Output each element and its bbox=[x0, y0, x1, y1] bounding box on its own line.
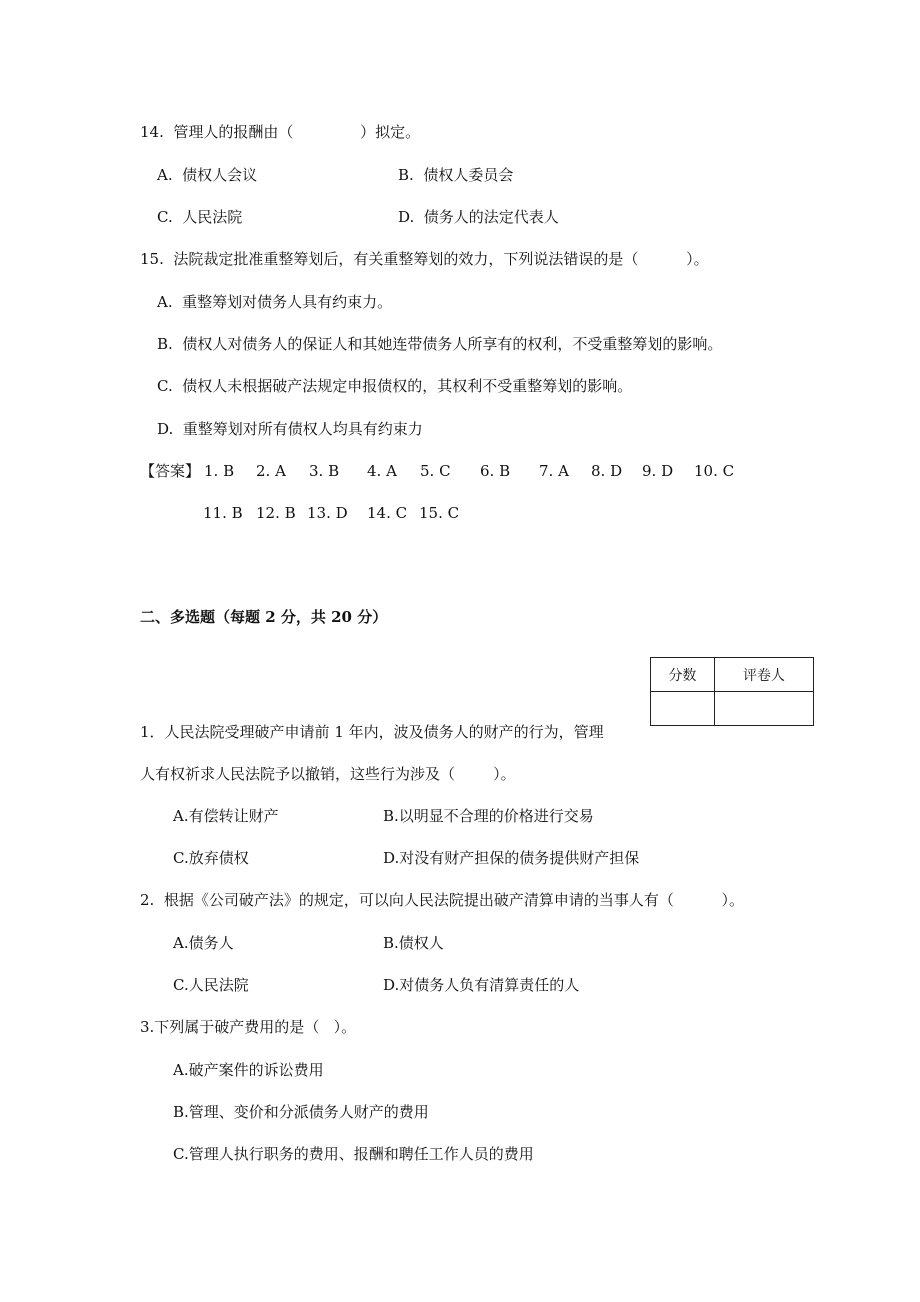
multi-question-2-option-d: D.对债务人负有清算责任的人 bbox=[383, 976, 580, 994]
score-cell bbox=[651, 692, 715, 726]
grader-cell bbox=[714, 692, 813, 726]
answer-item: 1. B bbox=[204, 462, 235, 480]
multi-question-3-option-a: A.破产案件的诉讼费用 bbox=[173, 1061, 324, 1079]
answer-item: 9. D bbox=[642, 462, 674, 480]
answer-item: 10. C bbox=[694, 462, 735, 480]
answer-label: 【答案】 bbox=[140, 462, 201, 480]
question-14-option-c: C. 人民法院 bbox=[157, 208, 243, 226]
multi-question-2-option-c: C.人民法院 bbox=[173, 976, 249, 994]
question-14-stem: 14. 管理人的报酬由（ ）拟定。 bbox=[140, 123, 421, 141]
answer-item: 3. B bbox=[309, 462, 340, 480]
multi-question-2-option-b: B.债权人 bbox=[383, 934, 444, 952]
multi-question-3-option-c: C.管理人执行职务的费用、报酬和聘任工作人员的费用 bbox=[173, 1145, 534, 1163]
score-table bbox=[650, 657, 814, 726]
question-14-option-b: B. 债权人委员会 bbox=[398, 166, 514, 184]
multi-question-1-option-d: D.对没有财产担保的债务提供财产担保 bbox=[383, 849, 640, 867]
section-2-title: 二、多选题（每题 2 分，共 20 分） bbox=[140, 608, 388, 626]
multi-question-2-stem: 2. 根据《公司破产法》的规定，可以向人民法院提出破产清算申请的当事人有（ ）。 bbox=[140, 891, 745, 909]
answer-item: 12. B bbox=[256, 504, 296, 522]
question-15-option-a: A. 重整筹划对债务人具有约束力。 bbox=[157, 293, 393, 311]
question-15-option-c: C. 债权人未根据破产法规定申报债权的，其权利不受重整筹划的影响。 bbox=[157, 377, 633, 395]
question-15-stem: 15. 法院裁定批准重整筹划后，有关重整筹划的效力，下列说法错误的是（ ）。 bbox=[140, 250, 709, 268]
multi-question-1-option-c: C.放弃债权 bbox=[173, 849, 249, 867]
question-15-option-d: D. 重整筹划对所有债权人均具有约束力 bbox=[157, 420, 423, 438]
multi-question-1-stem-line-2: 人有权祈求人民法院予以撤销，这些行为涉及（ ）。 bbox=[140, 765, 516, 783]
multi-question-3-stem: 3.下列属于破产费用的是（ ）。 bbox=[140, 1018, 357, 1036]
answer-item: 15. C bbox=[419, 504, 460, 522]
score-header: 分数 bbox=[651, 658, 715, 692]
question-14-option-a: A. 债权人会议 bbox=[157, 166, 258, 184]
answer-item: 14. C bbox=[367, 504, 408, 522]
multi-question-1-stem-line-1: 1．人民法院受理破产申请前 1 年内，波及债务人的财产的行为，管理 bbox=[140, 723, 604, 741]
answer-item: 13. D bbox=[307, 504, 348, 522]
answer-item: 2. A bbox=[256, 462, 286, 480]
grader-header: 评卷人 bbox=[714, 658, 813, 692]
answer-item: 4. A bbox=[367, 462, 397, 480]
answer-item: 5. C bbox=[420, 462, 451, 480]
answer-item: 7. A bbox=[539, 462, 569, 480]
answer-item: 11. B bbox=[203, 504, 243, 522]
answer-item: 6. B bbox=[480, 462, 511, 480]
answer-item: 8. D bbox=[591, 462, 623, 480]
multi-question-3-option-b: B.管理、变价和分派债务人财产的费用 bbox=[173, 1103, 429, 1121]
multi-question-1-option-b: B.以明显不合理的价格进行交易 bbox=[383, 807, 594, 825]
multi-question-2-option-a: A.债务人 bbox=[173, 934, 234, 952]
question-15-option-b: B. 债权人对债务人的保证人和其她连带债务人所享有的权利，不受重整筹划的影响。 bbox=[157, 335, 723, 353]
question-14-option-d: D. 债务人的法定代表人 bbox=[398, 208, 559, 226]
multi-question-1-option-a: A.有偿转让财产 bbox=[173, 807, 279, 825]
